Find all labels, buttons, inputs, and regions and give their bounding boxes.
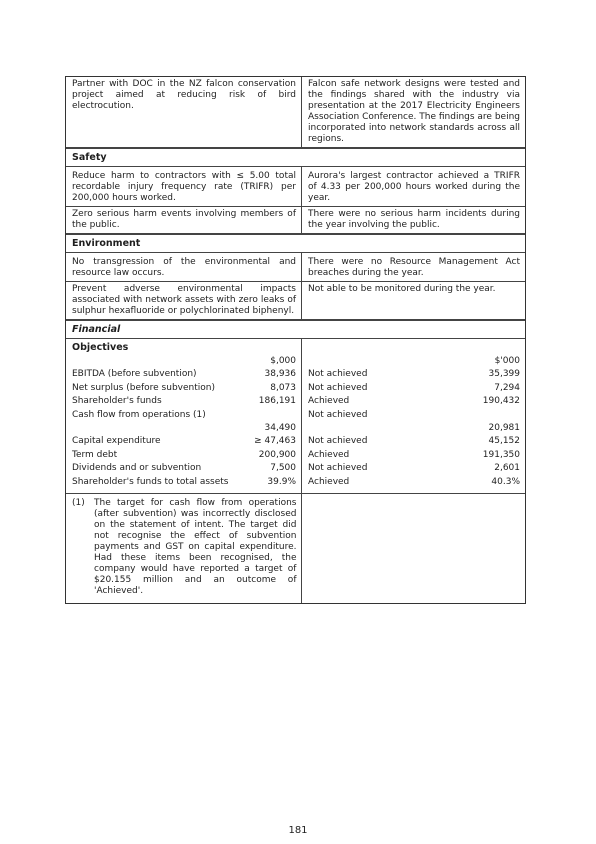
financial-result-row (308, 368, 520, 381)
financial-result-row (308, 449, 520, 462)
financial-target-row (72, 476, 296, 489)
financial-result-row (308, 476, 520, 489)
footnote-row (66, 493, 525, 603)
objective-cell: Zero serious harm events involving members of the public. (66, 207, 302, 233)
objective-cell: No transgression of the environmental and resource law occurs. (66, 253, 302, 281)
footnote-number: (1) (72, 497, 85, 508)
status-text: Not achieved (308, 369, 368, 380)
table-row (66, 281, 525, 319)
financial-targets (66, 339, 302, 493)
actual-value: 7,294 (494, 382, 520, 393)
actual-value: 191,350 (482, 449, 520, 460)
measure-label: Term debt (72, 449, 118, 460)
section-title: Financial (72, 324, 121, 335)
section-header-safety (66, 147, 525, 167)
page-number: 181 (288, 825, 308, 836)
measure-label: Shareholder's funds to total assets (72, 476, 229, 487)
measure-label: Cash flow from operations (1) (72, 409, 206, 420)
target-value: 186,191 (258, 396, 296, 407)
financial-target-row (72, 395, 296, 408)
financial-result-row (308, 382, 520, 395)
unit-row (72, 355, 296, 368)
financial-target-row (72, 449, 296, 462)
objective-cell: Reduce harm to contractors with ≤ 5.00 total recordable injury frequency rate (TRIFR) per 200,000 hours worked. (66, 167, 302, 206)
section-header-financial (66, 319, 525, 339)
status-text: Not achieved (308, 382, 368, 393)
measure-label: Net surplus (before subvention) (72, 382, 215, 393)
target-value: 200,900 (258, 449, 296, 460)
footnote-text: The target for cash flow from operations (after subvention) was incorrectly disclosed on the statement of intent. The target did not recognise the effect of subvention payments and GST on capital expenditure. Had these items been recognised, the company would have reported a target of $20.155 million and an outcome of 'Achieved'. (94, 497, 297, 596)
target-value: 8,073 (270, 382, 296, 393)
section-header-environment (66, 233, 525, 253)
footnote (66, 494, 301, 603)
actual-value: 45,152 (488, 436, 520, 447)
section-title: Environment (72, 238, 141, 249)
outcome-cell: Falcon safe network designs were tested and the findings shared with the industry via presentation at the 2017 Electricity Engineers Association Conference. The findings are being incorporated into network standards across all regions. (308, 79, 520, 144)
actual-value: 35,399 (488, 369, 520, 380)
financial-target-row (72, 462, 296, 475)
objective-cell: Partner with DOC in the NZ falcon conservation project aimed at reducing risk of bird electrocution. (66, 77, 302, 147)
financial-target-row (72, 368, 296, 381)
actual-value: 190,432 (482, 396, 520, 407)
target-value: ≥ 47,463 (254, 436, 296, 447)
measure-label: EBITDA (before subvention) (72, 369, 197, 380)
financial-target-row (72, 435, 296, 448)
actual-value: 40.3% (491, 476, 520, 487)
outcome-cell: There were no Resource Management Act breaches during the year. (308, 257, 520, 278)
measure-label: Shareholder's funds (72, 396, 162, 407)
financial-target-row (72, 382, 296, 395)
status-text: Achieved (308, 396, 350, 407)
outcome-cell: Aurora's largest contractor achieved a TRIFR of 4.33 per 200,000 hours worked during the year. (308, 171, 520, 203)
target-value: 34,490 (264, 422, 296, 433)
actual-value: 2,601 (494, 463, 520, 474)
table-row (66, 77, 525, 147)
status-text: Not achieved (308, 409, 368, 420)
outcome-cell: Not able to be monitored during the year. (308, 284, 496, 294)
measure-label: Capital expenditure (72, 436, 161, 447)
financial-target-row (72, 422, 296, 435)
financial-result-row (308, 395, 520, 408)
actual-value: 20,981 (488, 422, 520, 433)
target-value: 39.9% (267, 476, 296, 487)
table-row (66, 167, 525, 206)
table-row (66, 206, 525, 233)
target-value: 38,936 (264, 369, 296, 380)
status-text: Not achieved (308, 436, 368, 447)
status-text: Achieved (308, 449, 350, 460)
financial-result-row (308, 435, 520, 448)
financial-objectives-row (66, 339, 525, 493)
objectives-heading: Objectives (72, 342, 129, 353)
financial-results (302, 339, 525, 493)
target-value: 7,500 (270, 463, 296, 474)
measure-label: Dividends and or subvention (72, 463, 202, 474)
financial-result-row (308, 422, 520, 435)
section-title: Safety (72, 152, 107, 163)
objective-cell: Prevent adverse environmental impacts associated with network assets with zero leaks of sulphur hexafluoride or polychlorinated biphenyl. (66, 282, 302, 319)
status-text: Achieved (308, 476, 350, 487)
unit-label: $,000 (270, 356, 296, 366)
unit-label: $'000 (494, 356, 520, 366)
financial-target-row (72, 409, 296, 422)
unit-row (308, 355, 520, 368)
outcome-cell: There were no serious harm incidents during the year involving the public. (308, 209, 520, 230)
table-row (66, 253, 525, 281)
financial-result-row (308, 462, 520, 475)
objectives-table (65, 76, 526, 604)
financial-result-row (308, 409, 520, 422)
status-text: Not achieved (308, 463, 368, 474)
